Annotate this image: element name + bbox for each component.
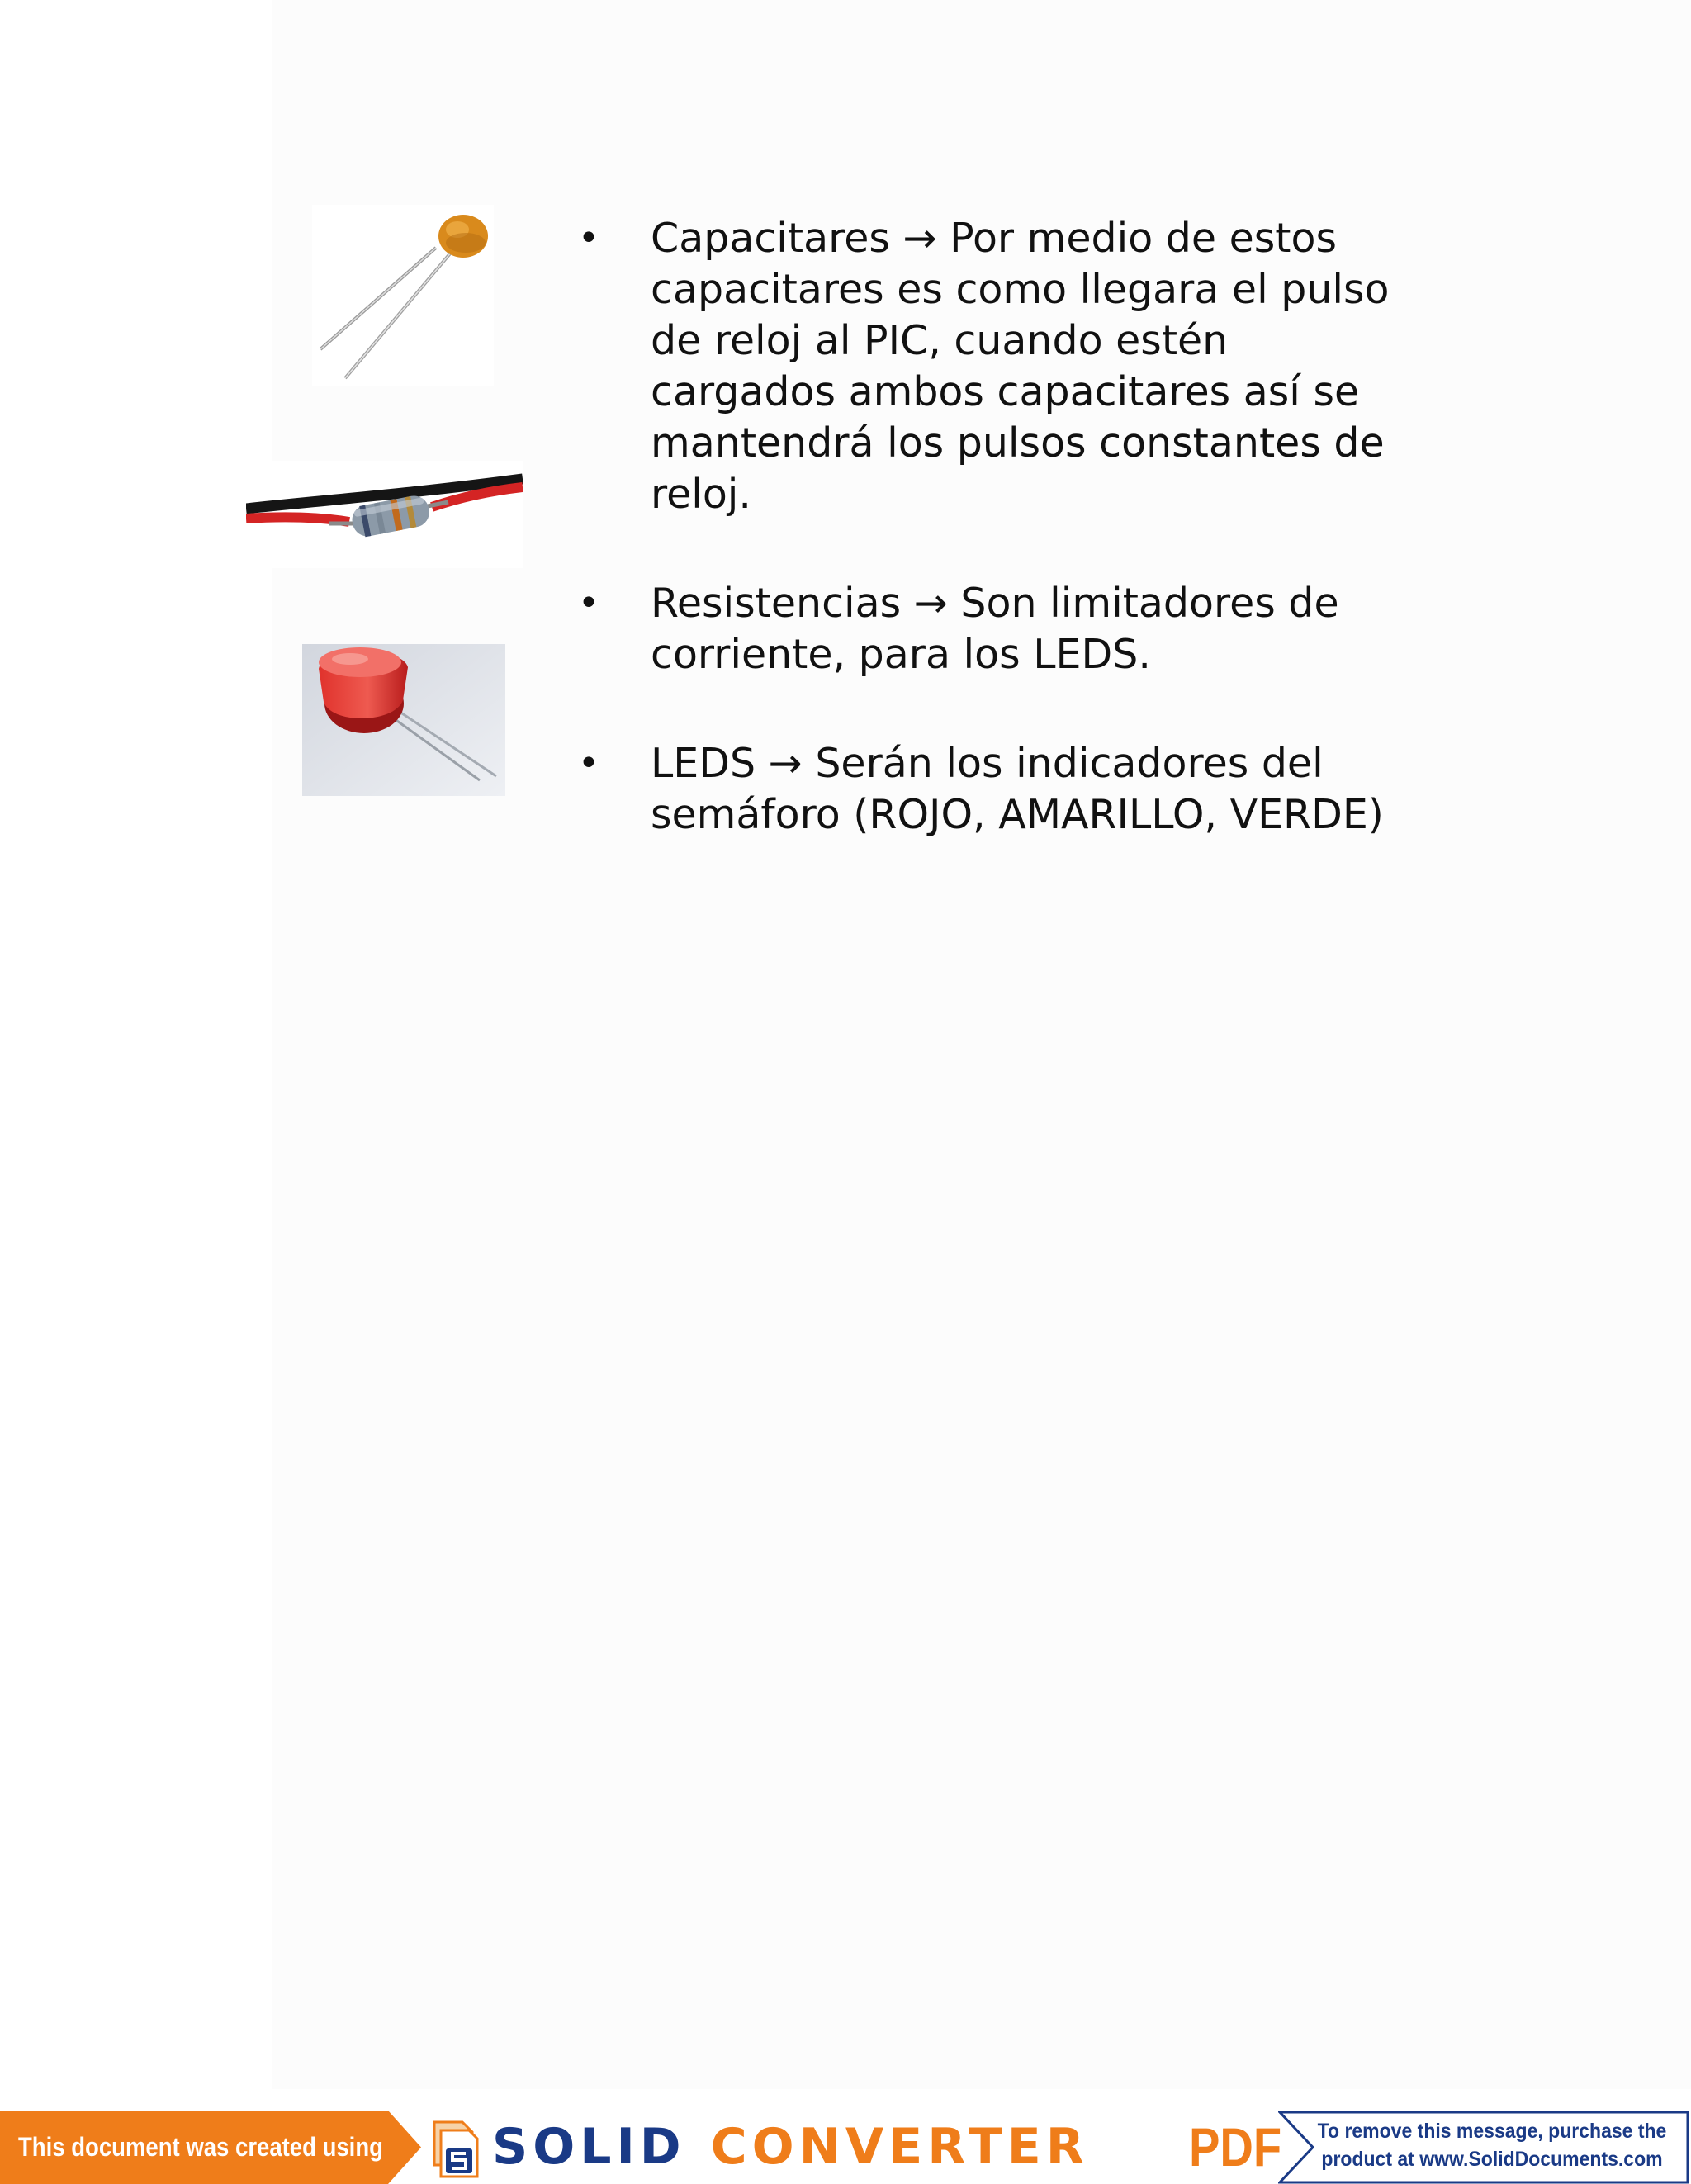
led-photo (302, 644, 505, 796)
arrow-icon: → (768, 740, 803, 787)
solid-documents-logo-icon (429, 2115, 481, 2180)
purchase-message[interactable] (1298, 2117, 1686, 2173)
created-using-text: This document was created using (18, 2132, 383, 2162)
item-description: Son limitadores de corriente, para los LEDS. (651, 580, 1339, 678)
capacitor-photo (312, 205, 494, 386)
bullet-icon: • (578, 582, 599, 624)
item-term: Capacitares (651, 215, 890, 262)
arrow-icon: → (902, 215, 937, 262)
bullet-icon: • (578, 217, 599, 259)
item-term: Resistencias (651, 580, 902, 627)
brand-name (492, 2111, 1089, 2184)
list-item (578, 738, 1420, 841)
purchase-line-2: product at www.SolidDocuments.com (1321, 2148, 1663, 2171)
list-item (578, 578, 1420, 680)
item-term: LEDS (651, 740, 756, 787)
brand-pdf-text: PDF (1189, 2116, 1282, 2177)
list-item (578, 213, 1420, 520)
solid-converter-banner[interactable] (0, 2111, 1691, 2184)
component-list (578, 213, 1420, 841)
purchase-line-1: To remove this message, purchase the (1317, 2120, 1667, 2143)
item-description: Por medio de estos capacitares es como llegara el pulso de reloj al PIC, cuando estén cargados ambos capacitares así se mantendrá los pulsos constantes de reloj. (651, 215, 1390, 518)
item-description: Serán los indicadores del semáforo (ROJO, AMARILLO, VERDE) (651, 740, 1384, 838)
brand-solid-text: SOLID (492, 2118, 686, 2176)
brand-converter-text: CONVERTER (710, 2118, 1089, 2176)
resistor-photo (246, 461, 523, 568)
arrow-icon: → (913, 580, 948, 627)
bullet-icon: • (578, 742, 599, 784)
